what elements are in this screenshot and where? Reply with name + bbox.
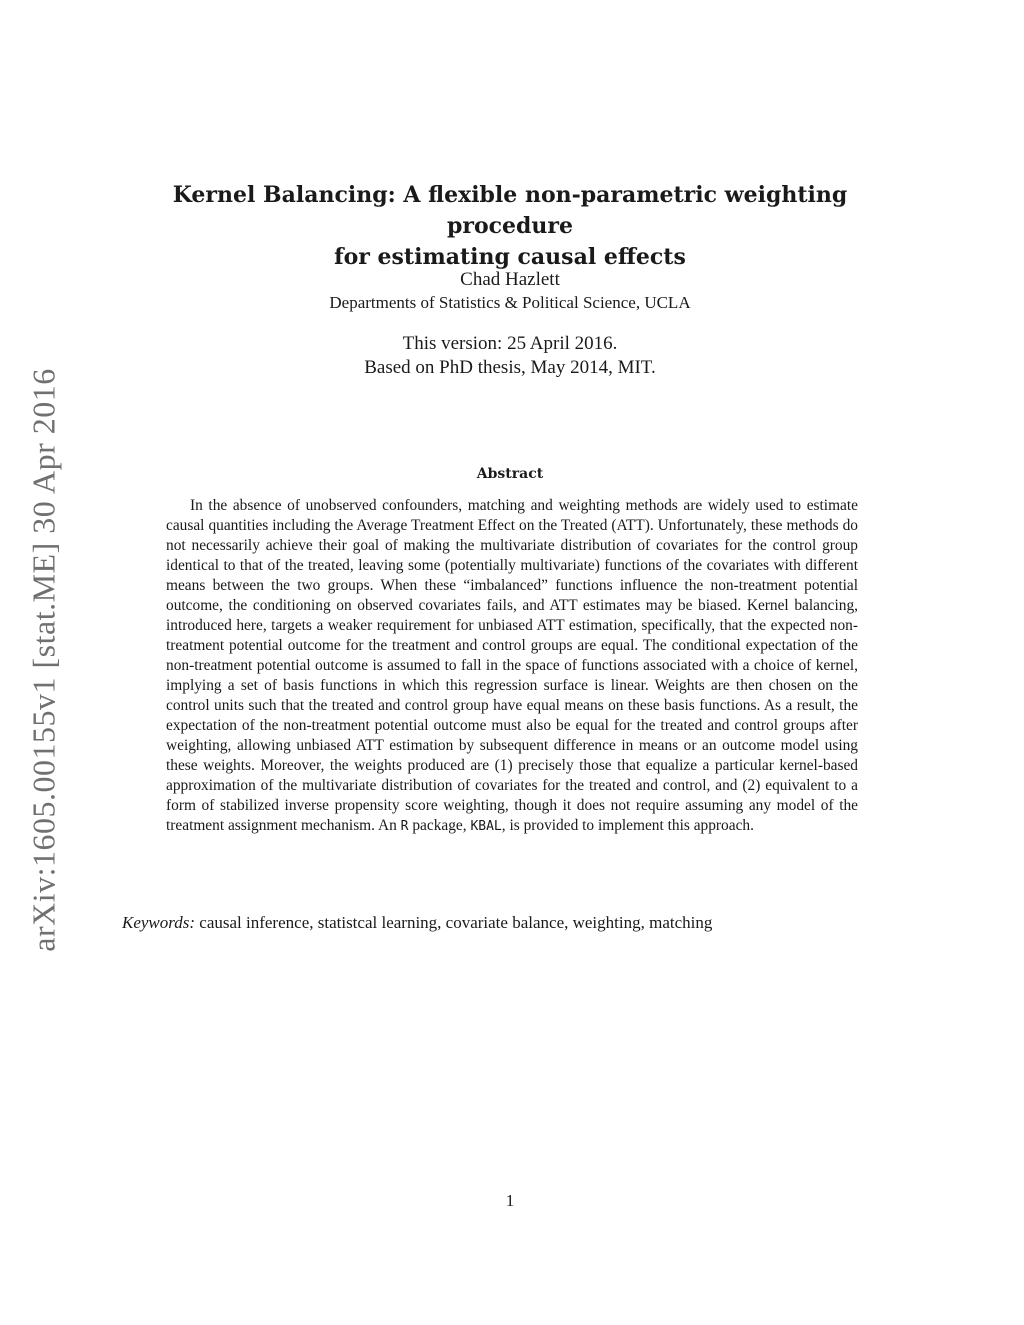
- thesis-note: Based on PhD thesis, May 2014, MIT.: [364, 357, 656, 378]
- abstract-text-end: , is provided to implement this approach.: [501, 817, 754, 834]
- version-info: [110, 332, 910, 380]
- abstract-heading: Abstract: [476, 466, 544, 482]
- version-date: This version: 25 April 2016.: [402, 333, 618, 354]
- abstract-text-middle: package,: [408, 817, 471, 834]
- keywords: [122, 912, 922, 934]
- author-name: Chad Hazlett: [460, 269, 560, 290]
- paper-title: [110, 180, 910, 273]
- code-kbal: KBAL: [470, 819, 502, 834]
- paper-title-line-2: for estimating causal effects: [334, 244, 686, 270]
- code-r: R: [400, 819, 409, 834]
- keywords-label: Keywords:: [122, 913, 196, 932]
- paper-title-line-1: Kernel Balancing: A flexible non-parametric weighting procedure: [172, 182, 848, 239]
- abstract-text-main: In the absence of unobserved confounders, matching and weighting methods are widely used to estimate causal quantities including the Average Treatment Effect on the Treated (ATT). Unfortunately, these methods do not necessarily achieve their goal of making the multivariate distribution of covariates for the control group identical to that of the treated, leaving some (potentially multivariate) functions of the covariates with different means between the two groups. When these “imbalanced” functions influence the non-treatment potential outcome, the conditioning on observed covariates fails, and ATT estimates may be biased. Kernel balancing, introduced here, targets a weaker requirement for unbiased ATT estimation, specifically, that the expected non-treatment potential outcome for the treatment and control groups are equal. The conditional expectation of the non-treatment potential outcome is assumed to fall in the space of functions associated with a choice of kernel, implying a set of basis functions in which this regression surface is linear. Weights are then chosen on the control units such that the treated and control group have equal means on these basis functions. As a result, the expectation of the non-treatment potential outcome must also be equal for the treated and control groups after weighting, allowing unbiased ATT estimation by subsequent difference in means or an outcome model using these weights. Moreover, the weights produced are (1) precisely those that equalize a particular kernel-based approximation of the multivariate distribution of covariates for the treated and control, and (2) equivalent to a form of stabilized inverse propensity score weighting, though it does not require assuming any model of the treatment assignment mechanism. An: [166, 497, 858, 834]
- abstract-text: [166, 496, 858, 837]
- keywords-list: causal inference, statistcal learning, covariate balance, weighting, matching: [195, 913, 713, 932]
- author-affiliation: Departments of Statistics & Political Science, UCLA: [329, 293, 691, 312]
- arxiv-identifier-stamp: arXiv:1605.00155v1 [stat.ME] 30 Apr 2016: [25, 368, 62, 952]
- page-number: 1: [505, 1191, 515, 1210]
